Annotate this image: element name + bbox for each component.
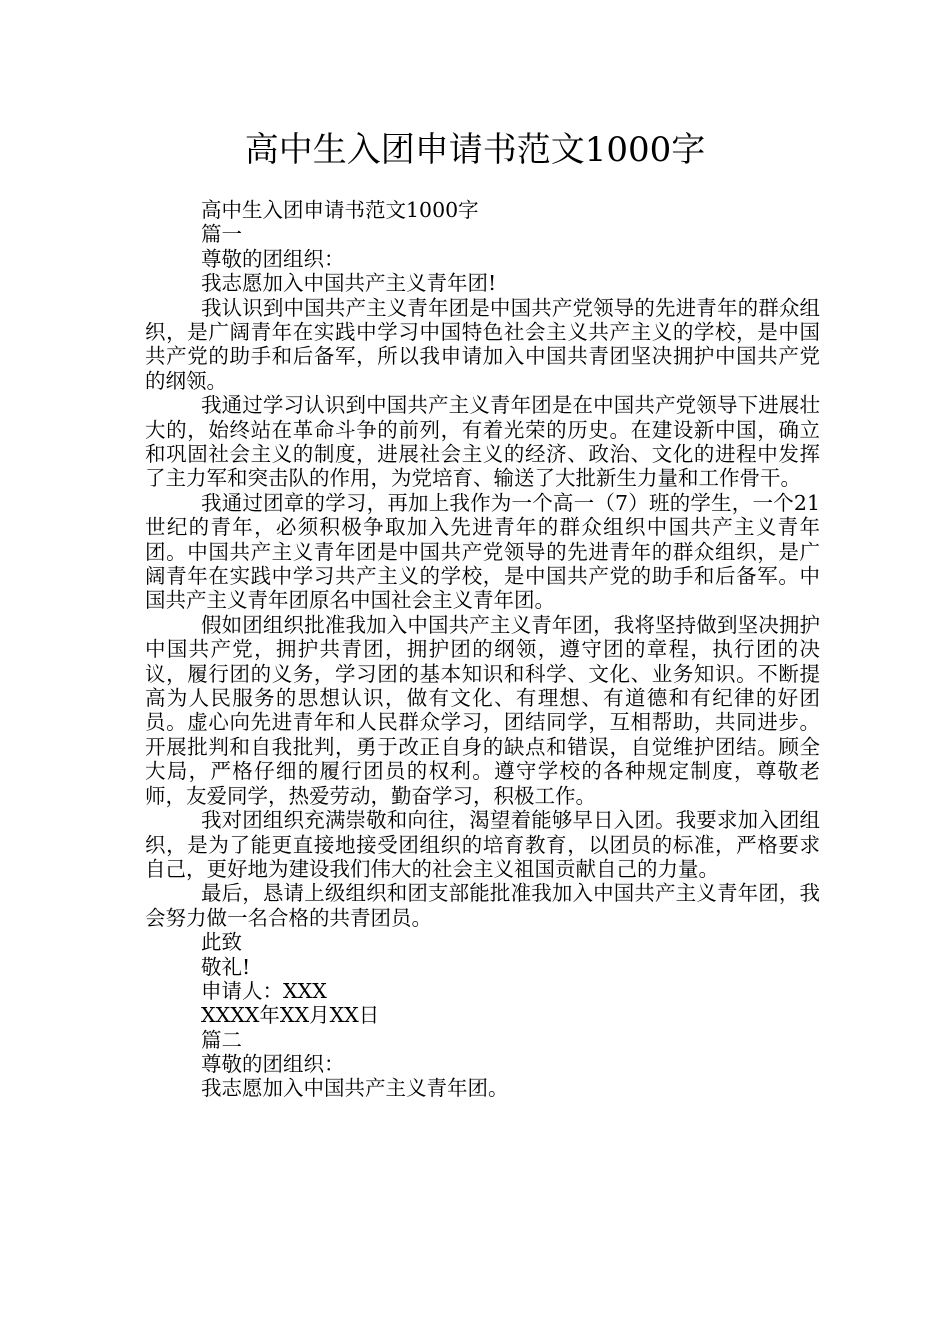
date-line: XXXX年XX月XX日 [201,1003,380,1028]
closing-2: 敬礼! [201,954,251,979]
closing-1: 此致 [201,930,242,955]
applicant-line: 申请人：XXX [201,978,327,1003]
paragraph-5: 我对团组织充满崇敬和向往，渴望着能够早日入团。我要求加入团组织，是为了能更直接地接受团组织的培育教育，以团员的标准，严格要求自己，更好地为建设我们伟大的社会主义祖国贡献自己的力量。 [145,808,820,881]
paragraph-4: 假如团组织批准我加入中国共产主义青年团，我将坚持做到坚决拥护中国共产党，拥护共青团，拥护团的纲领，遵守团的章程，执行团的决议，履行团的义务，学习团的基本知识和科学、文化、业务知识。不断提高为人民服务的思想认识，做有文化、有理想、有道德和有纪律的好团员。虚心向先进青年和人民群众学习，团结同学，互相帮助，共同进步。开展批判和自我批判，勇于改正自身的缺点和错误，自觉维护团结。顾全大局，严格仔细的履行团员的权利。遵守学校的各种规定制度，尊敬老师，友爱同学，热爱劳动，勤奋学习，积极工作。 [145,612,820,808]
section-heading-1: 篇一 [201,222,242,247]
subtitle: 高中生入团申请书范文1000字 [201,198,479,222]
paragraph-3: 我通过团章的学习，再加上我作为一个高一（7）班的学生，一个21世纪的青年，必须积极争取加入先进青年的群众组织中国共产主义青年团。中国共产主义青年团是中国共产党领导的先进青年的群众组织，是广阔青年在实践中学习共产主义的学校，是中国共产党的助手和后备军。中国共产主义青年团原名中国社会主义青年团。 [145,490,820,613]
document-body [145,198,820,1101]
document-title: 高中生入团申请书范文1000字 [244,130,706,170]
salutation-2: 尊敬的团组织： [201,1052,345,1077]
section-heading-2: 篇二 [201,1027,242,1052]
paragraph-6: 最后，恳请上级组织和团支部能批准我加入中国共产主义青年团，我会努力做一名合格的共青团员。 [145,881,820,930]
paragraph-1: 我认识到中国共产主义青年团是中国共产党领导的先进青年的群众组织，是广阔青年在实践中学习中国特色社会主义共产主义的学校，是中国共产党的助手和后备军，所以我申请加入中国共青团坚决拥护中国共产党的纲领。 [145,295,820,393]
salutation-1: 尊敬的团组织： [201,246,345,271]
wish-line-1: 我志愿加入中国共产主义青年团! [201,271,497,296]
paragraph-2: 我通过学习认识到中国共产主义青年团是在中国共产党领导下进展壮大的，始终站在革命斗争的前列，有着光荣的历史。在建设新中国，确立和巩固社会主义的制度，进展社会主义的经济、政治、文化的进程中发挥了主力军和突击队的作用，为党培育、输送了大批新生力量和工作骨干。 [145,393,820,491]
wish-line-2: 我志愿加入中国共产主义青年团。 [201,1076,509,1101]
